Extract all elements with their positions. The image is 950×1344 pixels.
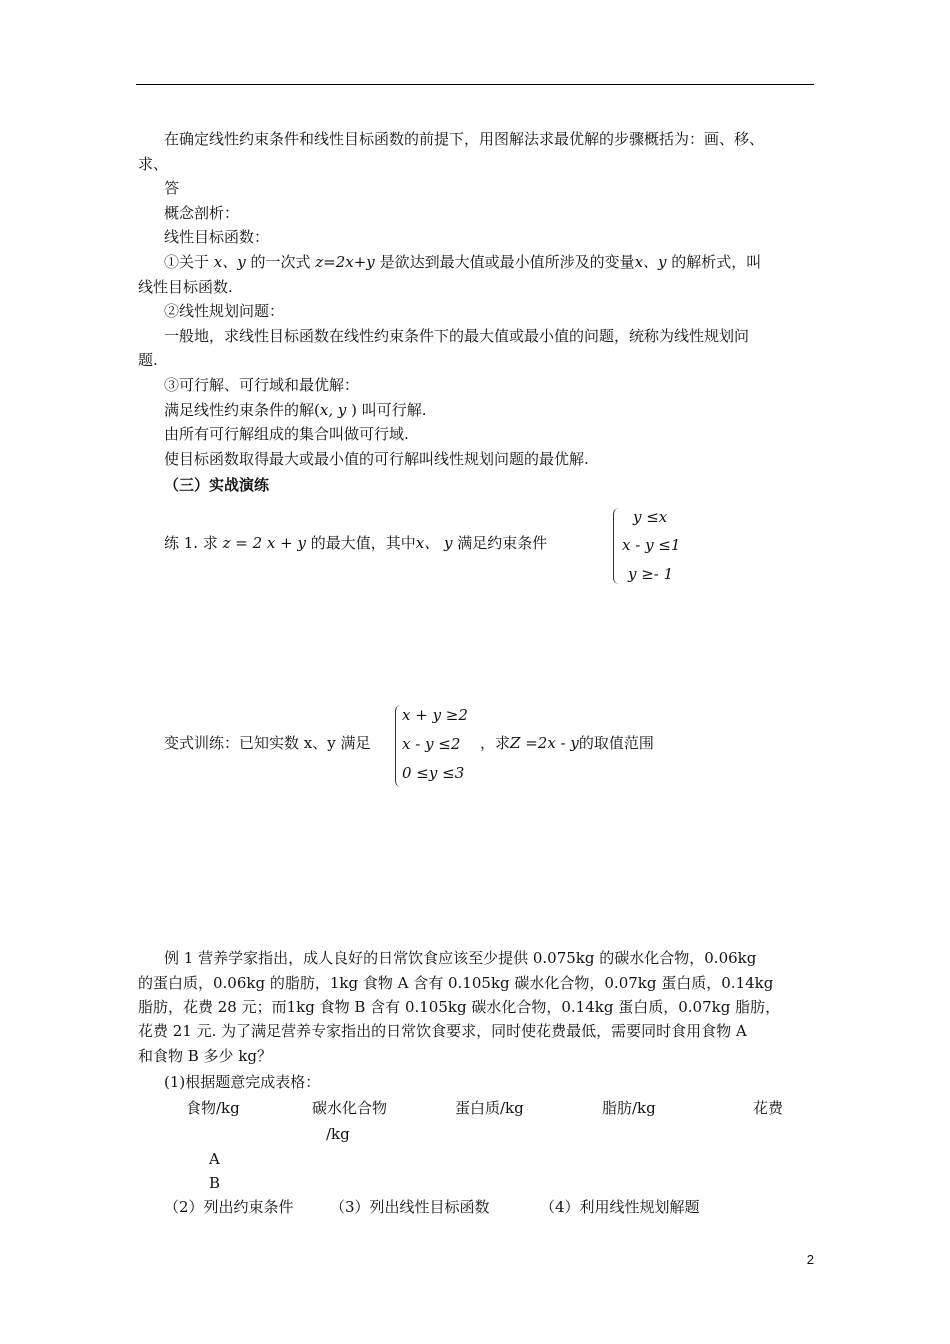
concept-item1 — [164, 251, 761, 273]
example1-line-4: 花费 21 元. 为了满足营养专家指出的日常饮食要求，同时使花费最低，需要同时食用食物 A — [138, 1022, 747, 1040]
concept-item3: ③可行解、可行域和最优解： — [164, 376, 360, 394]
concept-region: 由所有可行解组成的集合叫做可行域. — [164, 425, 409, 443]
table-header-carb: 碳水化合物 — [312, 1099, 388, 1117]
ex1-constraint-3: y ≥- 1 — [628, 565, 674, 583]
ex1-vars: x、 y — [415, 534, 453, 552]
table-header-food: 食物/kg — [186, 1099, 240, 1117]
intro-line-3: 答 — [164, 179, 180, 197]
feasible-a: 满足线性约束条件的解( — [164, 401, 320, 419]
table-header-cost: 花费 — [753, 1099, 784, 1117]
variant-constraint-3: 0 ≤y ≤3 — [402, 764, 465, 782]
variant-prefix: 变式训练：已知实数 x、y 满足 — [164, 734, 371, 752]
table-header-fat: 脂肪/kg — [602, 1099, 656, 1117]
example1-line-3: 脂肪，花费 28 元；而1kg 食物 B 含有 0.105kg 碳水化合物，0.14kg 蛋白质，0.07kg 脂肪， — [138, 998, 781, 1016]
concept-item2-text1: 一般地，求线性目标函数在线性约束条件下的最大值或最小值的问题，统称为线性规划问 — [164, 327, 750, 345]
ex1-prefix: 练 1. 求 — [164, 534, 223, 552]
concept-feasible — [164, 399, 427, 421]
variant-constraint-1: x + y ≥2 — [402, 706, 468, 724]
concept-heading: 概念剖析： — [164, 204, 240, 222]
variant-brace — [395, 705, 402, 787]
example1-line-5: 和食物 B 多少 kg？ — [138, 1047, 273, 1065]
header-rule — [136, 84, 814, 85]
item1-expr: z=2x+y — [315, 253, 375, 271]
feasible-b: ) 叫可行解. — [346, 401, 427, 419]
page-number: 2 — [806, 1252, 814, 1267]
example1-q3: （3）列出线性目标函数 — [330, 1198, 490, 1216]
concept-optimal: 使目标函数取得最大或最小值的可行解叫线性规划问题的最优解. — [164, 450, 589, 468]
ex1-constraint-2: x - y ≤1 — [622, 536, 681, 554]
variant-tail — [480, 732, 654, 754]
item1-vars2: x、y — [634, 253, 667, 271]
item1-c: 是欲达到最大值或最小值所涉及的变量 — [374, 253, 635, 271]
variant-suffix: 的取值范围 — [578, 734, 654, 752]
intro-line-2: 求、 — [138, 155, 169, 173]
exercise1-statement — [164, 532, 547, 554]
concept-item1-line2: 线性目标函数. — [138, 278, 233, 296]
section3-heading: （三）实战演练 — [164, 476, 270, 494]
variant-objective: Z =2x - y — [510, 734, 579, 752]
table-row-b: B — [209, 1174, 221, 1192]
table-header-protein: 蛋白质/kg — [455, 1099, 524, 1117]
example1-line-2: 的蛋白质，0.06kg 的脂肪，1kg 食物 A 含有 0.105kg 碳水化合物，0.07kg 蛋白质，0.14kg — [138, 974, 774, 992]
table-header-unit: /kg — [326, 1125, 350, 1143]
ex1-objective: z = 2 x + y — [222, 534, 306, 552]
example1-q2: （2）列出约束条件 — [164, 1198, 294, 1216]
example1-q4: （4）利用线性规划解题 — [540, 1198, 700, 1216]
concept-item2: ②线性规划问题： — [164, 302, 285, 320]
item1-vars: x、y — [213, 253, 246, 271]
concept-sub1: 线性目标函数： — [164, 228, 270, 246]
ex1-constraint-1: y ≤x — [633, 508, 668, 526]
intro-line-1: 在确定线性约束条件和线性目标函数的前提下，用图解法求最优解的步骤概括为：画、移、 — [164, 130, 765, 148]
item1-a: ①关于 — [164, 253, 214, 271]
example1-line-1: 例 1 营养学家指出，成人良好的日常饮食应该至少提供 0.075kg 的碳水化合物，0.06kg — [164, 949, 757, 967]
item1-b: 的一次式 — [245, 253, 316, 271]
table-row-a: A — [209, 1150, 220, 1168]
ex1-mid: 的最大值，其中 — [305, 534, 416, 552]
ex1-suffix: 满足约束条件 — [452, 534, 548, 552]
exercise1-brace — [613, 508, 620, 584]
variant-constraint-2: x - y ≤2 — [402, 735, 461, 753]
feasible-vars: x, y — [319, 401, 347, 419]
variant-mid: ，求 — [480, 734, 511, 752]
item1-d: 的解析式，叫 — [666, 253, 762, 271]
concept-item2-text2: 题. — [138, 351, 158, 369]
example1-q1: (1)根据题意完成表格： — [164, 1073, 321, 1091]
